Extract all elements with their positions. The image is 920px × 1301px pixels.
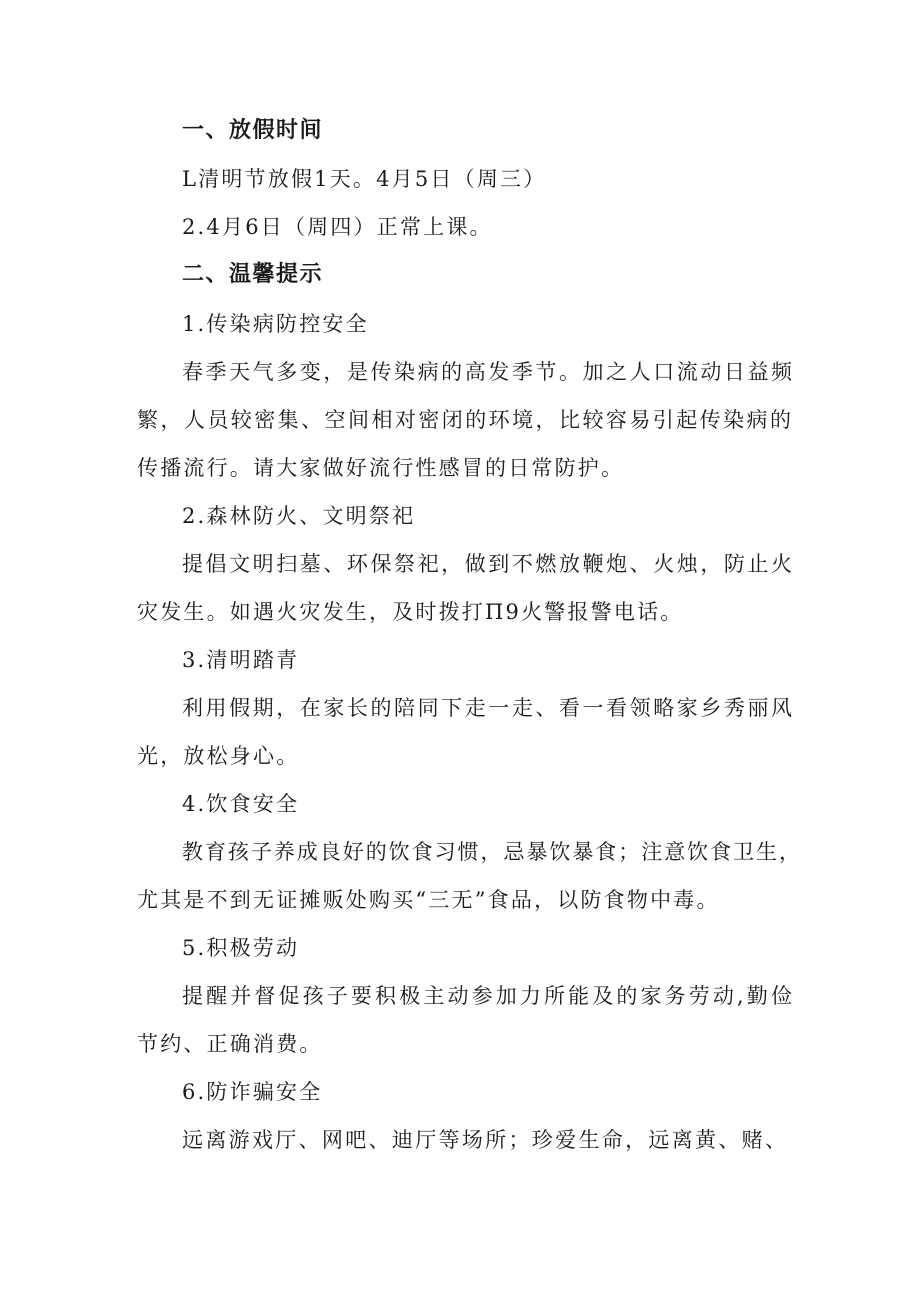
- tip-paragraph-6-line-1: 远离游戏厅、网吧、迪厅等场所；珍爱生命，远离黄、赌、: [182, 1128, 786, 1152]
- tip-paragraph-5-line-1: 提醒并督促孩子要积极主动参加力所能及的家务劳动,勤俭: [182, 984, 792, 1008]
- tip-paragraph-5-line-2: 节约、正确消费。: [137, 1032, 323, 1056]
- tip-paragraph-2-line-2: 灾发生。如遇火灾发生，及时拨打Π9火警报警电话。: [137, 600, 684, 624]
- tip-paragraph-4-line-1: 教育孩子养成良好的饮食习惯，忌暴饮暴食；注意饮食卫生，: [182, 840, 800, 864]
- tip-paragraph-3-line-2: 光，放松身心。: [137, 744, 300, 768]
- tip-title-1: 1.传染病防控安全: [182, 312, 369, 336]
- section-heading-holiday-time: 一、放假时间: [182, 118, 324, 143]
- tip-title-3: 3.清明踏青: [182, 648, 300, 672]
- section-heading-tips: 二、温馨提示: [182, 262, 324, 287]
- tip-paragraph-2-line-1: 提倡文明扫墓、环保祭祀，做到不燃放鞭炮、火烛，防止火: [182, 552, 792, 576]
- tip-title-2: 2.森林防火、文明祭祀: [182, 504, 416, 528]
- tip-paragraph-4-line-2: 尤其是不到无证摊贩处购买“三无”食品，以防食物中毒。: [137, 888, 720, 912]
- holiday-item-1: L清明节放假1天。4月5日（周三）: [182, 167, 547, 191]
- tip-paragraph-1-line-3: 传播流行。请大家做好流行性感冒的日常防护。: [137, 456, 625, 480]
- holiday-item-2: 2.4月6日（周四）正常上课。: [182, 215, 493, 239]
- tip-paragraph-1-line-2: 繁，人员较密集、空间相对密闭的环境，比较容易引起传染病的: [137, 408, 791, 432]
- tip-paragraph-1-line-1: 春季天气多变，是传染病的高发季节。加之人口流动日益频: [182, 360, 792, 384]
- tip-title-5: 5.积极劳动: [182, 936, 300, 960]
- tip-title-6: 6.防诈骗安全: [182, 1080, 323, 1104]
- tip-title-4: 4.饮食安全: [182, 792, 300, 816]
- tip-paragraph-3-line-1: 利用假期，在家长的陪同下走一走、看一看领略家乡秀丽风: [182, 696, 792, 720]
